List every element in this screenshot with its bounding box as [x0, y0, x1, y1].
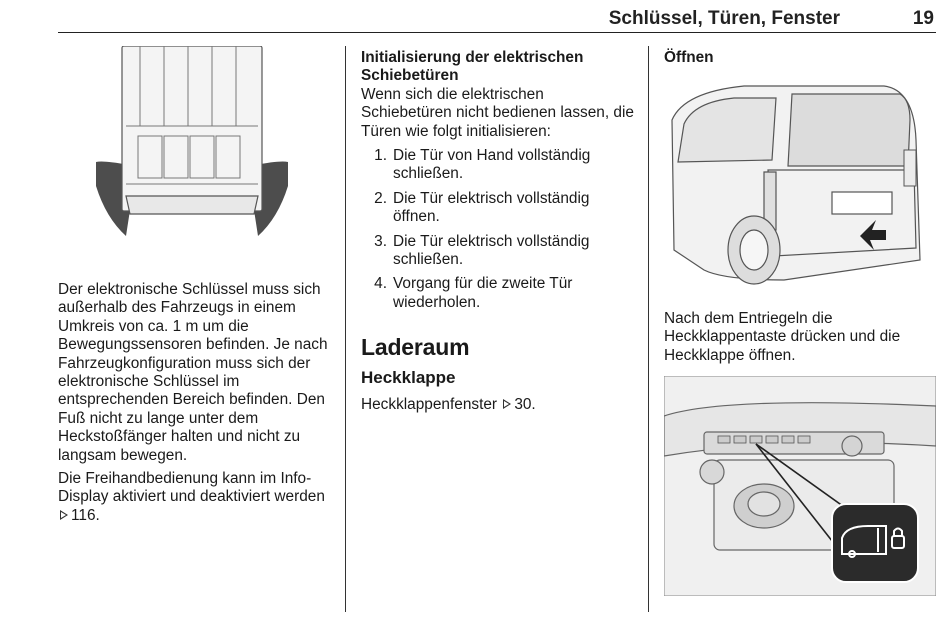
header-rule	[58, 32, 936, 33]
page-header	[58, 0, 936, 32]
column-middle	[361, 49, 637, 415]
column-right-text	[664, 310, 940, 365]
sliding-door-init-heading: Initialisierung der elektrischen Schiebetüren	[361, 49, 584, 85]
section-title-laderaum: Laderaum	[361, 334, 470, 361]
tailgate-window-reference: Heckklappenfenster 30.	[361, 396, 536, 414]
column-divider-1	[345, 46, 346, 612]
list-item: 1. Die Tür von Hand vollständig schließen.	[374, 147, 591, 183]
page-number: 19	[912, 8, 934, 29]
subsection-title-heckklappe: Heckklappe	[361, 367, 456, 387]
van-body	[122, 46, 262, 214]
tailgate-button-callout	[832, 504, 918, 582]
page-reference-icon	[503, 399, 511, 409]
sliding-door-intro: Wenn sich die elektrischen Schiebetüren nicht bedienen lassen, die Türen wie folgt initialisieren:	[361, 85, 634, 140]
open-tailgate-paragraph: Nach dem Entriegeln die Heckklappentaste drücken und die Heckklappe öffnen.	[664, 310, 901, 364]
init-steps-list	[361, 147, 637, 312]
van-top-view-illustration	[92, 46, 292, 242]
page-reference-icon	[60, 510, 68, 520]
column-left	[58, 281, 336, 525]
page-reference-link[interactable]: 116.	[71, 506, 100, 524]
column-right-heading	[664, 49, 940, 67]
chapter-title: Schlüssel, Türen, Fenster	[608, 8, 840, 29]
info-display-text: Die Freihandbedienung kann im Info-Display aktiviert und deaktiviert werden	[58, 470, 325, 506]
open-heading: Öffnen	[664, 49, 714, 66]
dashboard-button-illustration	[664, 376, 936, 596]
list-item: 3. Die Tür elektrisch vollständig schließen.	[374, 232, 590, 269]
page-reference-link[interactable]: 30.	[514, 396, 536, 414]
column-divider-2	[648, 46, 649, 612]
hands-free-paragraph: Der elektronische Schlüssel muss sich außerhalb des Fahrzeugs in einem Umkreis von ca. 1 m um die Bewegungssensoren befinden. Je nach Fahrzeugkonfiguration muss sich der elektronische Schlüssel im entsprechenden Bereich befinden. Den Fuß nicht zu lange unter dem Heckstoßfänger halten und nicht zu langsam bewegen.	[58, 281, 328, 464]
list-item: 4. Vorgang für die zweite Tür wiederholen.	[374, 275, 573, 311]
info-display-paragraph	[58, 470, 336, 525]
van-rear-illustration	[664, 80, 936, 290]
list-item: 2. Die Tür elektrisch vollständig öffnen.	[374, 189, 590, 226]
